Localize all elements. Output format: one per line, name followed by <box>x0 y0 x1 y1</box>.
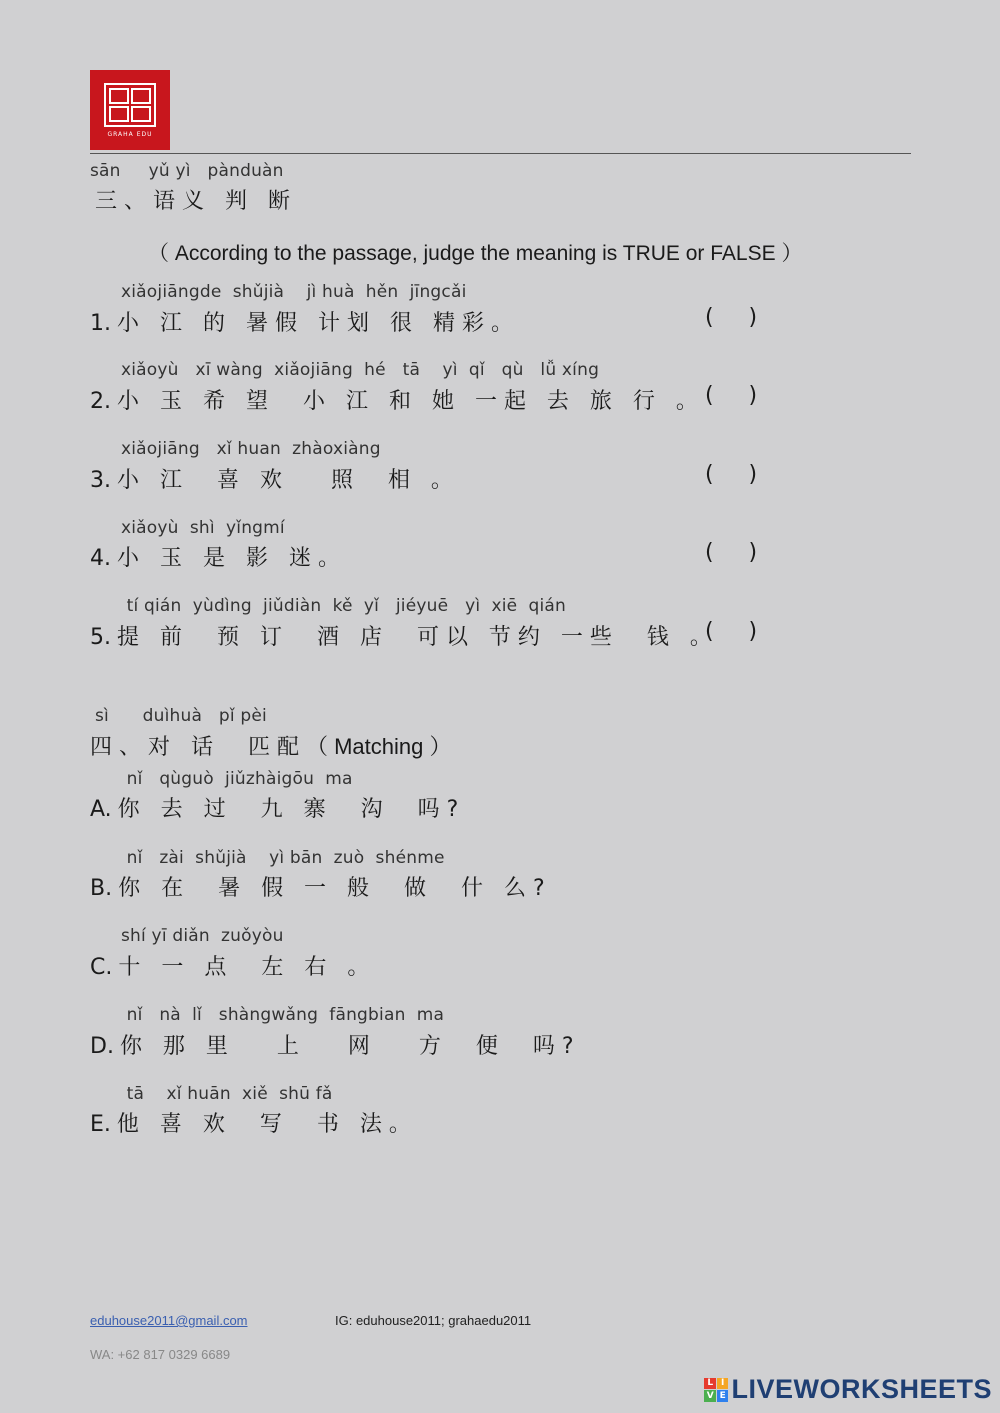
dialogue-d-pinyin: nǐ nà lǐ shàngwǎng fāngbian ma <box>121 1005 445 1025</box>
section4-pinyin: sì duìhuà pǐ pèi <box>95 706 267 726</box>
footer-instagram: IG: eduhouse2011; grahaedu2011 <box>335 1313 532 1328</box>
dialogue-b-sentence: B. 你 在 暑 假 一 般 做 什 么? <box>90 876 552 901</box>
section3-title: 三、语义 判 断 <box>95 189 297 214</box>
liveworksheets-watermark <box>704 1374 992 1405</box>
q2-answer-box[interactable]: ( ) <box>705 383 758 408</box>
section3-pinyin: sān yǔ yì pànduàn <box>90 161 284 181</box>
footer-whatsapp: WA: +62 817 0329 6689 <box>90 1347 231 1362</box>
q1-pinyin: xiǎojiāngde shǔjià jì huà hěn jīngcǎi <box>121 282 467 302</box>
liveworksheets-text: LIVEWORKSHEETS <box>731 1374 992 1404</box>
q4-sentence: 4. 小 玉 是 影 迷。 <box>90 546 347 571</box>
q2-sentence: 2. 小 玉 希 望 小 江 和 她 一起 去 旅 行 。 <box>90 389 705 414</box>
graha-edu-logo <box>90 70 170 150</box>
q3-sentence: 3. 小 江 喜 欢 照 相 。 <box>90 468 460 493</box>
footer-email-link[interactable]: eduhouse2011@gmail.com <box>90 1313 248 1328</box>
dialogue-c-pinyin: shí yī diǎn zuǒyòu <box>121 926 284 946</box>
q5-answer-box[interactable]: ( ) <box>705 619 758 644</box>
logo-caption: GRAHA EDU <box>107 130 153 138</box>
dialogue-a-pinyin: nǐ qùguò jiǔzhàigōu ma <box>121 769 353 789</box>
dialogue-e-sentence: E. 他 喜 欢 写 书 法。 <box>90 1112 418 1137</box>
q1-answer-box[interactable]: ( ) <box>705 305 758 330</box>
dialogue-b-pinyin: nǐ zài shǔjià yì bān zuò shénme <box>121 848 445 868</box>
dialogue-a-sentence: A. 你 去 过 九 寨 沟 吗? <box>90 797 466 822</box>
q3-pinyin: xiǎojiāng xǐ huan zhàoxiàng <box>121 439 381 459</box>
q2-pinyin: xiǎoyù xī wàng xiǎojiāng hé tā yì qǐ qù lǚ xíng <box>121 360 600 380</box>
seal-mark <box>104 83 156 127</box>
q4-answer-box[interactable]: ( ) <box>705 540 758 565</box>
dialogue-e-pinyin: tā xǐ huān xiě shū fǎ <box>121 1084 333 1104</box>
header-divider <box>90 153 911 154</box>
q5-sentence: 5. 提 前 预 订 酒 店 可以 节约 一些 钱 。 <box>90 625 719 650</box>
q3-answer-box[interactable]: ( ) <box>705 462 758 487</box>
section4-title: 四、对 话 匹配（ Matching ） <box>90 734 452 760</box>
q1-sentence: 1. 小 江 的 暑假 计划 很 精彩。 <box>90 311 520 336</box>
liveworksheets-badge-icon: L I V E <box>704 1378 728 1402</box>
q5-pinyin: tí qián yùdìng jiǔdiàn kě yǐ jiéyuē yì xiē qián <box>121 596 567 616</box>
dialogue-c-sentence: C. 十 一 点 左 右 。 <box>90 955 377 980</box>
dialogue-d-sentence: D. 你 那 里 上 网 方 便 吗? <box>90 1034 581 1059</box>
q4-pinyin: xiǎoyù shì yǐngmí <box>121 518 285 538</box>
section3-instruction: （ According to the passage, judge the meaning is TRUE or FALSE ） <box>148 242 803 265</box>
